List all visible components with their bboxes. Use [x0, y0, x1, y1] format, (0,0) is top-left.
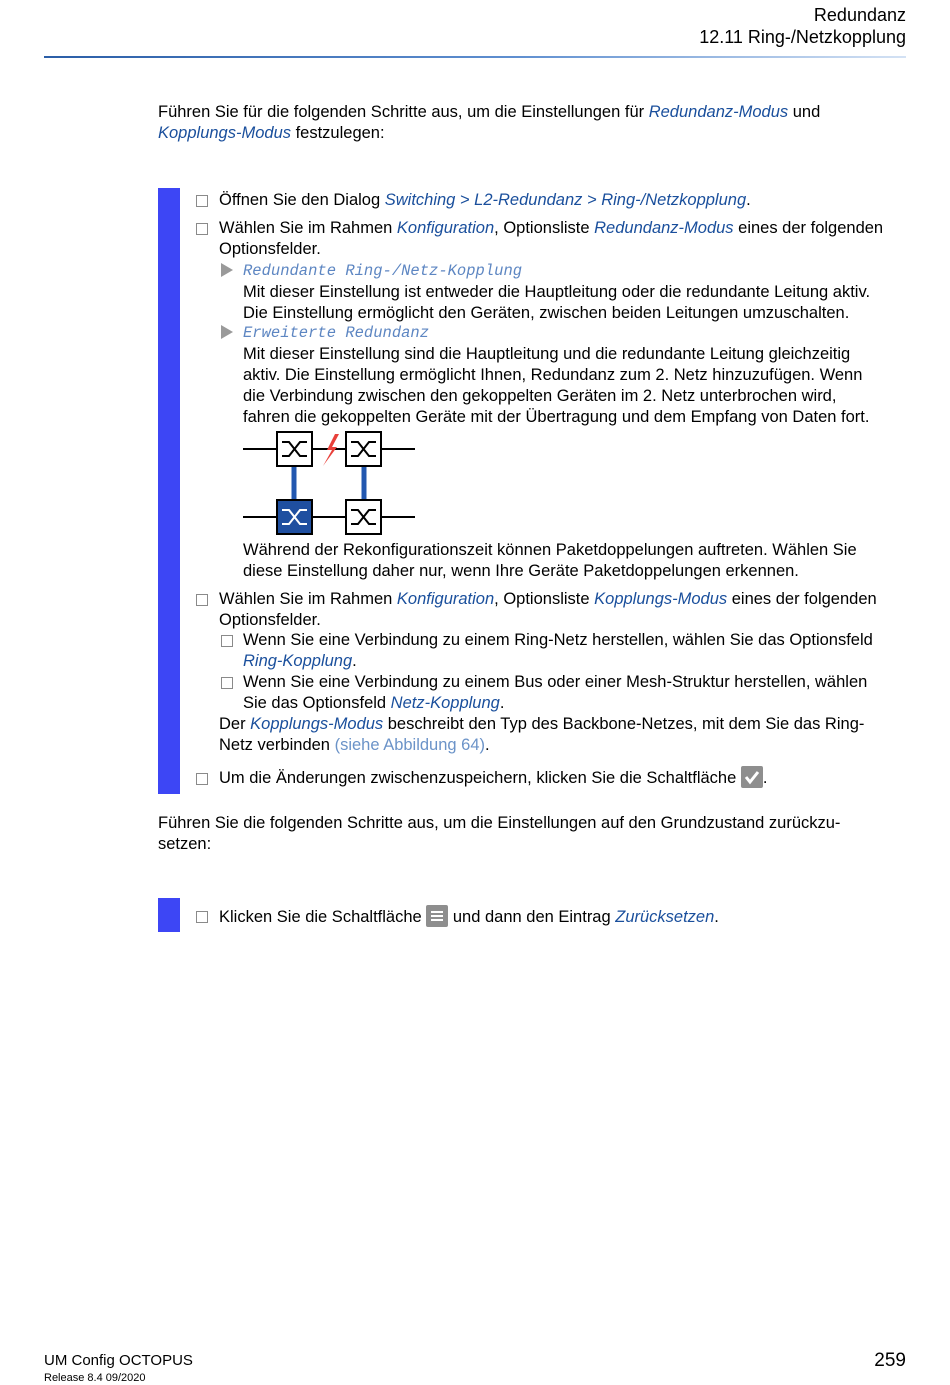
step-block-bar	[158, 188, 180, 794]
option-description: Die Einstellung ermöglicht den Geräten, zwischen beiden Leitungen umzuschalten.	[243, 304, 850, 322]
figure-reference-link[interactable]: (siehe Abbildung 64)	[334, 736, 486, 754]
page-header	[699, 4, 906, 48]
option-bullet-icon	[221, 325, 233, 339]
step-text: .	[714, 908, 719, 926]
step-text: .	[352, 652, 357, 670]
option-redundant-coupling	[243, 260, 913, 324]
step-checkbox[interactable]	[196, 773, 208, 785]
step-text: Klicken Sie die Schaltfläche	[219, 908, 427, 926]
option-description: die Verbindung zwischen den gekoppelten Geräten im 2. Netz unterbrochen wird,	[243, 387, 837, 405]
step-text: eines der folgenden	[727, 590, 877, 608]
option-description: Während der Rekonfigurationszeit können Paketdoppelungen auftreten. Wählen Sie	[243, 541, 857, 559]
step-text: , Optionsliste	[494, 590, 595, 608]
menu-path[interactable]: Switching > L2-Redundanz > Ring-/Netzkopplung	[384, 191, 747, 209]
term-kopplungs-modus: Kopplungs-Modus	[594, 590, 728, 608]
substep-checkbox[interactable]	[221, 635, 233, 647]
coupling-diagram	[243, 428, 418, 538]
chapter-title: Redundanz	[813, 5, 906, 25]
intro-text: festzulegen:	[291, 124, 385, 142]
term-zuruecksetzen[interactable]: Zurücksetzen	[615, 908, 715, 926]
step-text: Der	[219, 715, 251, 733]
step-text: .	[746, 191, 751, 209]
save-checkmark-icon[interactable]	[741, 766, 763, 788]
step-text: .	[762, 769, 768, 787]
footer-release: Release 8.4 09/2020	[44, 1372, 146, 1384]
network-lines	[243, 449, 415, 517]
option-description: diese Einstellung daher nur, wenn Ihre Geräte Paketdoppelungen erkennen.	[243, 562, 799, 580]
step-text: Um die Änderungen zwischenzuspeichern, klicken Sie die Schaltfläche	[219, 769, 741, 787]
step-text: .	[485, 736, 490, 754]
step-checkbox[interactable]	[196, 594, 208, 606]
option-description: Mit dieser Einstellung ist entweder die Hauptleitung oder die redundante Leitung aktiv.	[243, 283, 871, 301]
switch-icon	[346, 432, 381, 466]
switch-icon	[346, 500, 381, 534]
step-text: Wenn Sie eine Verbindung zu einem Bus oder einer Mesh-Struktur herstellen, wählen	[243, 673, 868, 691]
option-bullet-icon	[221, 263, 233, 277]
menu-icon[interactable]	[426, 905, 448, 927]
intro-text: und	[788, 103, 821, 121]
switch-icon	[277, 432, 312, 466]
step-redundancy-mode	[219, 218, 909, 260]
option-description: fahren die gekoppelten Geräte mit der Übertragung und dem Empfang von Daten fort.	[243, 408, 870, 426]
step-text: Netz verbinden	[219, 736, 335, 754]
step-checkbox[interactable]	[196, 195, 208, 207]
substep-net-coupling	[243, 672, 913, 714]
term-konfiguration: Konfiguration	[396, 590, 495, 608]
footer-title: UM Config OCTOPUS	[44, 1352, 193, 1369]
step-open-dialog	[219, 190, 909, 211]
option-name: Redundante Ring-/Netz-Kopplung	[243, 262, 523, 280]
step-text: Wählen Sie im Rahmen	[219, 590, 397, 608]
step-text: .	[499, 694, 505, 712]
term-konfiguration: Konfiguration	[396, 219, 495, 237]
term-redundanz-modus: Redundanz-Modus	[594, 219, 734, 237]
option-extended-redundancy	[243, 322, 913, 428]
step-text: Wenn Sie eine Verbindung zu einem Ring-Netz herstellen, wählen Sie das Optionsfeld	[243, 631, 873, 649]
step-text: Sie das Optionsfeld	[243, 694, 391, 712]
substep-checkbox[interactable]	[221, 677, 233, 689]
switch-active-icon	[277, 500, 312, 534]
step-save	[219, 766, 909, 789]
step-text: Optionsfelder.	[219, 240, 321, 258]
section-title: 12.11 Ring-/Netzkopplung	[699, 27, 906, 47]
step-reset	[219, 905, 909, 928]
option-description: Mit dieser Einstellung sind die Hauptleitung und die redundante Leitung gleichzeitig	[243, 345, 851, 363]
intro-paragraph	[158, 102, 888, 144]
step-text: Öffnen Sie den Dialog	[219, 191, 385, 209]
option-warning	[243, 540, 913, 582]
step-coupling-mode	[219, 589, 909, 631]
term-kopplungs-modus: Kopplungs-Modus	[158, 124, 291, 142]
step-text: Wählen Sie im Rahmen	[219, 219, 397, 237]
step-text: eines der folgenden	[733, 219, 884, 237]
reset-text: Führen Sie die folgenden Schritte aus, um die Einstellungen auf den Grundzustand zurückzu-	[158, 814, 841, 832]
option-name: Erweiterte Redundanz	[243, 324, 430, 342]
intro-text: Führen Sie für die folgenden Schritte aus, um die Einstellungen für	[158, 103, 649, 121]
term-kopplungs-modus: Kopplungs-Modus	[250, 715, 384, 733]
reset-intro-paragraph	[158, 813, 898, 855]
reset-text: setzen:	[158, 835, 212, 853]
step-text: und dann den Eintrag	[448, 908, 616, 926]
coupling-mode-note	[219, 714, 909, 756]
header-rule	[44, 56, 906, 58]
step-text: Optionsfelder.	[219, 611, 321, 629]
step-block-bar	[158, 898, 180, 932]
option-description: aktiv. Die Einstellung ermöglicht Ihnen, Redundanz zum 2. Netz hinzuzufügen. Wenn	[243, 366, 863, 384]
step-checkbox[interactable]	[196, 223, 208, 235]
substep-ring-coupling	[243, 630, 913, 672]
term-ring-kopplung: Ring-Kopplung	[243, 652, 353, 670]
step-text: , Optionsliste	[494, 219, 595, 237]
step-checkbox[interactable]	[196, 911, 208, 923]
term-netz-kopplung: Netz-Kopplung	[390, 694, 500, 712]
term-redundanz-modus: Redundanz-Modus	[648, 103, 789, 121]
step-text: beschreibt den Typ des Backbone-Netzes, mit dem Sie das Ring-	[383, 715, 865, 733]
page-number: 259	[874, 1350, 906, 1371]
